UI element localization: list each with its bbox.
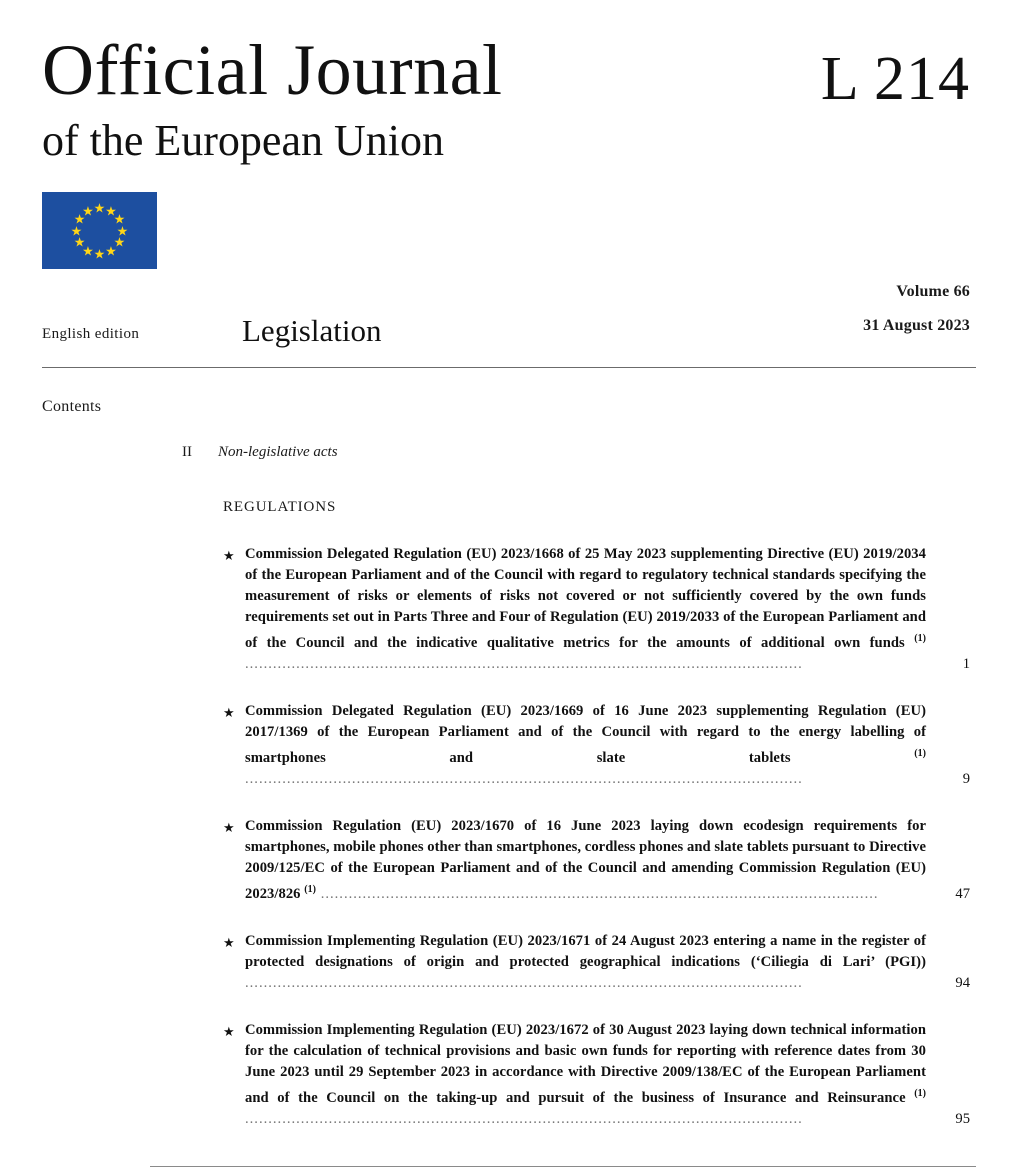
leader-dots: ........................................................................................................................ <box>245 770 803 787</box>
masthead <box>42 0 976 164</box>
european-union-flag-icon <box>42 192 157 269</box>
series-title: Legislation <box>242 313 382 349</box>
contents-label: Contents <box>42 398 102 416</box>
toc-entry-text: Commission Implementing Regulation (EU) 2023/1671 of 24 August 2023 entering a name in the register of protected designations of origin and protected geographical indications (‘Ciliegia di Lari’ (PGI)) ........................................................................................................................ <box>245 932 926 991</box>
toc-entry[interactable] <box>223 701 970 790</box>
leader-dots: ........................................................................................................................ <box>245 974 803 991</box>
toc-entry[interactable] <box>223 931 970 994</box>
page-subtitle: of the European Union <box>42 116 444 165</box>
star-bullet-icon: ★ <box>223 705 235 721</box>
flag-star-icon: ★ <box>93 200 106 216</box>
star-bullet-icon: ★ <box>223 819 235 835</box>
edition-label: English edition <box>42 326 140 343</box>
toc-entry-list <box>223 544 970 1129</box>
toc-entry-text: Commission Delegated Regulation (EU) 2023/1668 of 25 May 2023 supplementing Directive (EU) 2019/2034 of the European Parliament and of the Council with regard to regulatory technical standards specifying the measurement of risks or elements of risks not covered or not sufficiently covered by the own funds requirements set out in Parts Three and Four of Regulation (EU) 2019/2033 of the European Parliament and of the Council and the indicative qualitative metrics for the amounts of additional own funds $^{(1)}$ ........................................................................................................................ <box>245 546 926 673</box>
toc-entry[interactable] <box>223 544 970 675</box>
leader-dots: ........................................................................................................................ <box>245 1110 803 1127</box>
flag-star-icon: ★ <box>105 243 117 259</box>
star-bullet-icon: ★ <box>223 548 235 564</box>
issue-number: L 214 <box>820 45 970 113</box>
flag-star-icon: ★ <box>82 243 94 259</box>
toc-entry-page-number: 9 <box>962 770 970 787</box>
toc-entry-page-number: 95 <box>955 1110 970 1127</box>
toc-part-title: Non-legislative acts <box>218 444 338 461</box>
leader-dots: ........................................................................................................................ <box>316 885 879 902</box>
footnote-marker: (1) <box>914 748 926 760</box>
edition-info-row <box>42 283 976 357</box>
toc-section-heading: REGULATIONS <box>223 499 337 516</box>
toc-part-number: II <box>182 444 192 461</box>
flag-star-icon: ★ <box>105 203 117 219</box>
toc-entry-page-number: 94 <box>955 974 970 991</box>
star-bullet-icon: ★ <box>223 934 235 950</box>
footnote-marker: (1) <box>304 883 317 895</box>
flag-star-icon: ★ <box>70 223 83 239</box>
footnote-marker: (1) <box>914 1087 926 1099</box>
volume-label: Volume 66 <box>896 283 970 301</box>
header-divider <box>42 367 976 368</box>
flag-star-icon: ★ <box>113 234 126 250</box>
toc-part-heading <box>182 444 970 461</box>
flag-star-icon: ★ <box>73 211 86 227</box>
footnote-marker: (1) <box>914 633 926 645</box>
page-title: Official Journal <box>42 30 503 110</box>
flag-star-icon: ★ <box>73 234 86 250</box>
leader-dots: ........................................................................................................................ <box>245 656 803 673</box>
table-of-contents <box>42 444 976 1129</box>
toc-entry-text: Commission Delegated Regulation (EU) 2023/1669 of 16 June 2023 supplementing Regulation (EU) 2017/1369 of the European Parliament and of the Council with regard to the energy labelling of smartphones and slate tablets $^{(1)}$ ........................................................................................................................ <box>245 703 926 787</box>
flag-star-icon: ★ <box>82 203 94 219</box>
flag-star-icon: ★ <box>116 223 129 239</box>
footer-divider <box>150 1166 976 1167</box>
toc-entry-page-number: 47 <box>955 885 970 902</box>
flag-star-icon: ★ <box>93 246 106 262</box>
toc-entry-text: Commission Implementing Regulation (EU) 2023/1672 of 30 August 2023 laying down technical information for the calculation of technical provisions and basic own funds for reporting with reference dates from 30 June 2023 until 29 September 2023 in accordance with Directive 2009/138/EC of the European Parliament and of the Council on the taking-up and pursuit of the business of Insurance and Reinsurance $^{(1)}$ ........................................................................................................................ <box>245 1021 926 1127</box>
toc-entry[interactable] <box>223 816 970 905</box>
toc-entry-page-number: 1 <box>962 656 970 673</box>
toc-entry-text: Commission Regulation (EU) 2023/1670 of 16 June 2023 laying down ecodesign requirements for smartphones, mobile phones other than smartphones, cordless phones and slate tablets pursuant to Directive 2009/125/EC of the European Parliament and of the Council and amending Commission Regulation (EU) 2023/826 $^{(1)}$ ........................................................................................................................ <box>245 817 926 902</box>
flag-star-icon: ★ <box>113 211 126 227</box>
star-bullet-icon: ★ <box>223 1023 235 1039</box>
publication-date: 31 August 2023 <box>863 317 970 335</box>
toc-entry[interactable] <box>223 1020 970 1130</box>
